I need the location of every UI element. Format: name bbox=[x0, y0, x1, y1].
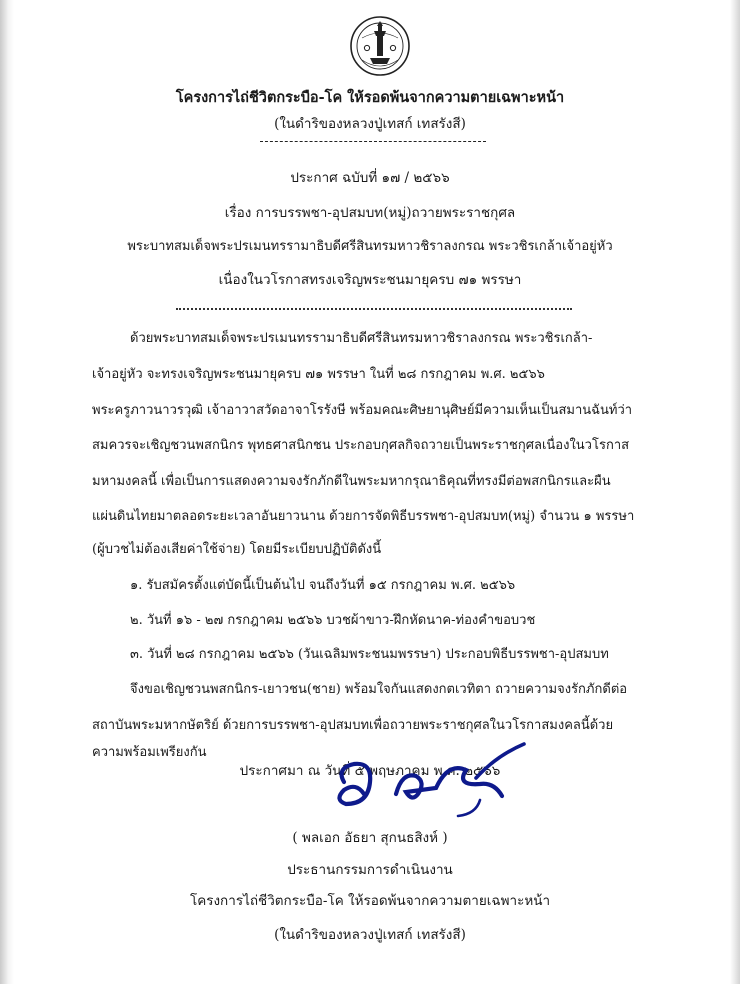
rule-item: ๒. วันที่ ๑๖ - ๒๗ กรกฎาคม ๒๕๖๖ บวชผ้าขาว-ฝึกหัดนาค-ท่องคำขอบวช bbox=[130, 613, 536, 628]
closing-line: สถาบันพระมหากษัตริย์ ด้วยการบรรพชา-อุปสมบทเพื่อถวายพระราชกุศลในวโรกาสมงคลนี้ด้วย bbox=[92, 718, 614, 733]
intro-line: เจ้าอยู่หัว จะทรงเจริญพระชนมายุครบ ๗๑ พรรษา ในที่ ๒๘ กรกฎาคม พ.ศ. ๒๕๖๖ bbox=[92, 367, 545, 382]
intro-line: พระครูภาวนาวรวุฒิ เจ้าอาวาสวัดอาจาโรรังษี พร้อมคณะศิษยานุศิษย์มีความเห็นเป็นสมานฉันท์ว่า bbox=[92, 403, 633, 418]
intro-line: สมควรจะเชิญชวนพสกนิกร พุทธศาสนิกชน ประกอบกุศลกิจถวายเป็นพระราชกุศลเนื่องในวโรกาส bbox=[92, 438, 630, 453]
date-line: ประกาศมา ณ วันที่ ๕ พฤษภาคม พ.ศ. ๒๕๖๖ bbox=[239, 763, 501, 779]
footer-project: โครงการไถ่ชีวิตกระบือ-โค ให้รอดพ้นจากความตายเฉพาะหน้า bbox=[189, 893, 551, 909]
announcement-number: ประกาศ ฉบับที่ ๑๗ / ๒๕๖๖ bbox=[290, 170, 450, 186]
rule-item: ๑. รับสมัครตั้งแต่บัดนี้เป็นต้นไป จนถึงวันที่ ๑๕ กรกฎาคม พ.ศ. ๒๕๖๖ bbox=[130, 578, 516, 593]
intro-line: แผ่นดินไทยมาตลอดระยะเวลาอันยาวนาน ด้วยการจัดพิธีบรรพชา-อุปสมบท(หมู่) จำนวน ๑ พรรษา bbox=[92, 509, 635, 524]
initiative-note: (ในดำริของหลวงปู่เทสก์ เทสรังสี) bbox=[274, 116, 466, 132]
signatory-position: ประธานกรรมการดำเนินงาน bbox=[287, 862, 453, 878]
temple-seal-icon bbox=[348, 14, 412, 78]
rule-item: ๓. วันที่ ๒๘ กรกฎาคม ๒๕๖๖ (วันเฉลิมพระชนมพรรษา) ประกอบพิธีบรรพชา-อุปสมบท bbox=[130, 647, 609, 662]
king-name-line: พระบาทสมเด็จพระปรเมนทรรามาธิบดีศรีสินทรมหาวชิราลงกรณ พระวชิรเกล้าเจ้าอยู่หัว bbox=[127, 239, 613, 254]
intro-line: (ผู้บวชไม่ต้องเสียค่าใช้จ่าย) โดยมีระเบียบปฏิบัติดังนี้ bbox=[92, 542, 382, 557]
signatory-name: ( พลเอก อัธยา สุกนธสิงห์ ) bbox=[292, 830, 448, 846]
project-title: โครงการไถ่ชีวิตกระบือ-โค ให้รอดพ้นจากความตายเฉพาะหน้า bbox=[175, 89, 565, 106]
announcement-subject: เรื่อง การบรรพชา-อุปสมบท(หมู่)ถวายพระราชกุศล bbox=[224, 205, 516, 221]
intro-line: ด้วยพระบาทสมเด็จพระปรเมนทรรามาธิบดีศรีสินทรมหาวชิราลงกรณ พระวชิรเกล้า- bbox=[130, 331, 593, 346]
intro-line: มหามงคลนี้ เพื่อเป็นการแสดงความจงรักภักดีในพระมหากรุณาธิคุณที่ทรงมีต่อพสกนิกรและผืน bbox=[92, 474, 611, 489]
handwritten-signature bbox=[326, 742, 536, 822]
footer-initiative: (ในดำริของหลวงปู่เทสก์ เทสรังสี) bbox=[274, 927, 466, 943]
header-divider bbox=[260, 141, 486, 142]
occasion-line: เนื่องในวโรกาสทรงเจริญพระชนมายุครบ ๗๑ พรรษา bbox=[218, 272, 522, 288]
closing-line: ความพร้อมเพรียงกัน bbox=[92, 745, 207, 760]
closing-line: จึงขอเชิญชวนพสกนิกร-เยาวชน(ชาย) พร้อมใจกันแสดงกตเวทิตา ถวายความจงรักภักดีต่อ bbox=[130, 682, 628, 697]
dotted-divider bbox=[176, 308, 572, 310]
